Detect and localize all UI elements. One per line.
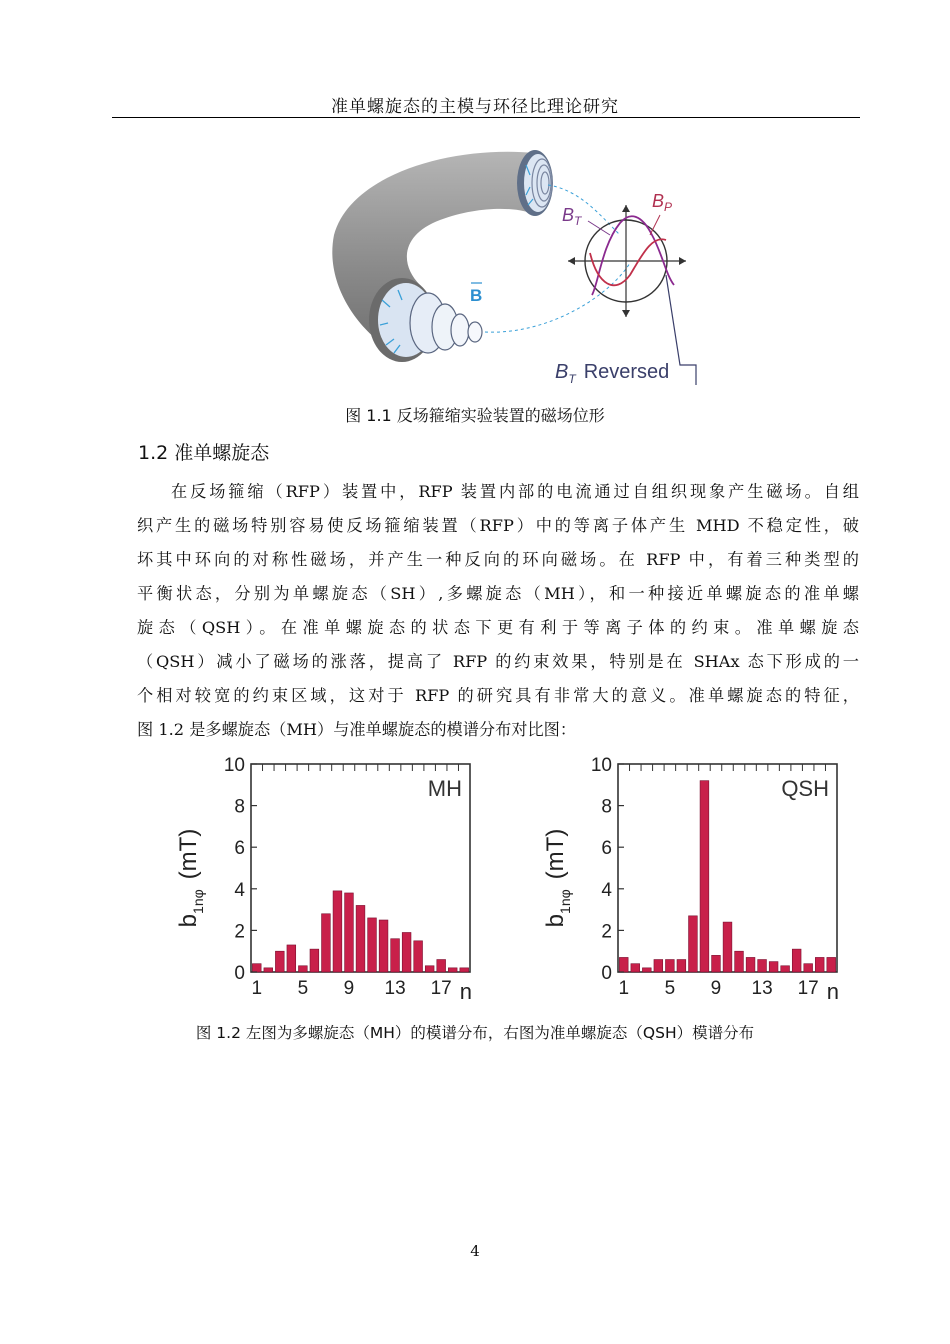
y-tick-label: 8 xyxy=(601,796,612,818)
bar-n4 xyxy=(654,960,663,972)
x-tick-label: 17 xyxy=(797,978,819,999)
bar-n11 xyxy=(735,951,744,972)
y-tick-label: 2 xyxy=(234,921,245,943)
bar-n3 xyxy=(642,968,651,972)
y-tick-label: 4 xyxy=(234,879,245,901)
bar-n9 xyxy=(712,955,721,972)
page-number: 4 xyxy=(470,1242,480,1260)
header-rule xyxy=(112,117,860,118)
x-tick-label: 13 xyxy=(384,978,406,999)
x-tick-label: 5 xyxy=(297,978,309,999)
qsh-spectrum-chart xyxy=(515,750,845,1010)
running-header: 准单螺旋态的主模与环径比理论研究 xyxy=(331,97,619,117)
body-line: （QSH）减小了磁场的涨落，提高了 RFP 的约束效果，特别是在 SHAx 态下形成的一 xyxy=(137,652,859,671)
bar-n10 xyxy=(356,905,365,972)
y-tick-label: 8 xyxy=(234,796,245,818)
body-line: 在反场箍缩（RFP）装置中，RFP 装置内部的电流通过自组织现象产生磁场。自组 xyxy=(171,482,859,501)
body-line: 织产生的磁场特别容易使反场箍缩装置（RFP）中的等离子体产生 MHD 不稳定性，破 xyxy=(137,516,859,535)
bar-n9 xyxy=(345,893,354,972)
bar-n1 xyxy=(619,957,628,972)
bar-n14 xyxy=(769,962,778,972)
x-axis-label: n xyxy=(826,979,839,1004)
bar-n7 xyxy=(689,916,698,972)
body-line: 平衡状态，分别为单螺旋态（SH）,多螺旋态（MH），和一种接近单螺旋态的准单螺 xyxy=(137,584,859,603)
bar-n2 xyxy=(264,968,273,972)
bar-n14 xyxy=(402,932,411,972)
section-heading: 1.2 准单螺旋态 xyxy=(138,442,270,464)
bar-n18 xyxy=(448,968,457,972)
bar-n17 xyxy=(804,964,813,972)
y-tick-label: 6 xyxy=(234,838,245,860)
figure2-caption: 图 1.2 左图为多螺旋态（MH）的模谱分布，右图为准单螺旋态（QSH）模谱分布 xyxy=(195,1024,755,1042)
bar-n2 xyxy=(631,964,640,972)
bar-n13 xyxy=(391,939,400,972)
y-tick-label: 6 xyxy=(601,838,612,860)
body-line: 旋态（QSH）。在准单螺旋态的状态下更有利于等离子体的约束。准单螺旋态 xyxy=(137,618,859,637)
bar-n7 xyxy=(322,914,331,972)
b-vector-label: B xyxy=(470,286,483,305)
body-line: 个相对较宽的约束区域，这对于 RFP 的研究具有非常大的意义。准单螺旋态的特征， xyxy=(137,686,859,705)
y-tick-label: 0 xyxy=(601,963,612,984)
x-tick-label: 9 xyxy=(343,978,355,999)
bar-n8 xyxy=(700,781,709,972)
bar-n15 xyxy=(414,941,423,972)
x-tick-label: 17 xyxy=(430,978,452,999)
bp-label: $B_P$ xyxy=(652,191,673,214)
x-tick-label: 5 xyxy=(664,978,676,999)
figure1-caption: 图 1.1 反场箍缩实验装置的磁场位形 xyxy=(345,406,605,425)
bar-n12 xyxy=(746,957,755,972)
y-tick-label: 10 xyxy=(590,755,612,776)
bar-n13 xyxy=(758,960,767,972)
bar-n6 xyxy=(677,960,686,972)
bar-n3 xyxy=(275,951,284,972)
bar-n1 xyxy=(252,964,261,972)
x-tick-label: 9 xyxy=(710,978,722,999)
bar-n11 xyxy=(368,918,377,972)
x-axis-label: n xyxy=(459,979,472,1004)
bar-n15 xyxy=(781,966,790,972)
bar-n8 xyxy=(333,891,342,972)
bar-n10 xyxy=(723,922,732,972)
y-axis-label: $b_{1n\varphi}(mT)$ xyxy=(175,828,206,928)
x-tick-label: 1 xyxy=(618,978,630,999)
body-paragraph xyxy=(137,475,859,747)
bar-n12 xyxy=(379,920,388,972)
body-line: 坏其中环向的对称性磁场，并产生一种反向的环向磁场。在 RFP 中，有着三种类型的 xyxy=(137,550,859,569)
x-tick-label: 13 xyxy=(751,978,773,999)
figure-rfp-magnetic-configuration xyxy=(330,135,702,390)
chart-title: QSH xyxy=(781,776,829,801)
y-tick-label: 2 xyxy=(601,921,612,943)
bt-label: $B_T$ xyxy=(562,205,582,228)
body-line: 图 1.2 是多螺旋态（MH）与准单螺旋态的模谱分布对比图： xyxy=(137,720,577,739)
bar-n5 xyxy=(298,966,307,972)
bt-reversed-label: $B_T$ Reversed xyxy=(555,361,670,386)
x-tick-label: 1 xyxy=(251,978,263,999)
bar-n16 xyxy=(792,949,801,972)
chart-title: MH xyxy=(427,776,462,801)
bar-n18 xyxy=(815,957,824,972)
bar-n19 xyxy=(460,968,469,972)
bar-n17 xyxy=(437,960,446,972)
bar-n5 xyxy=(665,960,674,972)
bar-n6 xyxy=(310,949,319,972)
y-tick-label: 4 xyxy=(601,879,612,901)
bar-n4 xyxy=(287,945,296,972)
bar-n16 xyxy=(425,966,434,972)
y-tick-label: 10 xyxy=(223,755,245,776)
y-axis-label: $b_{1n\varphi}(mT)$ xyxy=(542,828,573,928)
y-tick-label: 0 xyxy=(234,963,245,984)
bar-n19 xyxy=(827,957,836,972)
mh-spectrum-chart xyxy=(148,750,478,1010)
